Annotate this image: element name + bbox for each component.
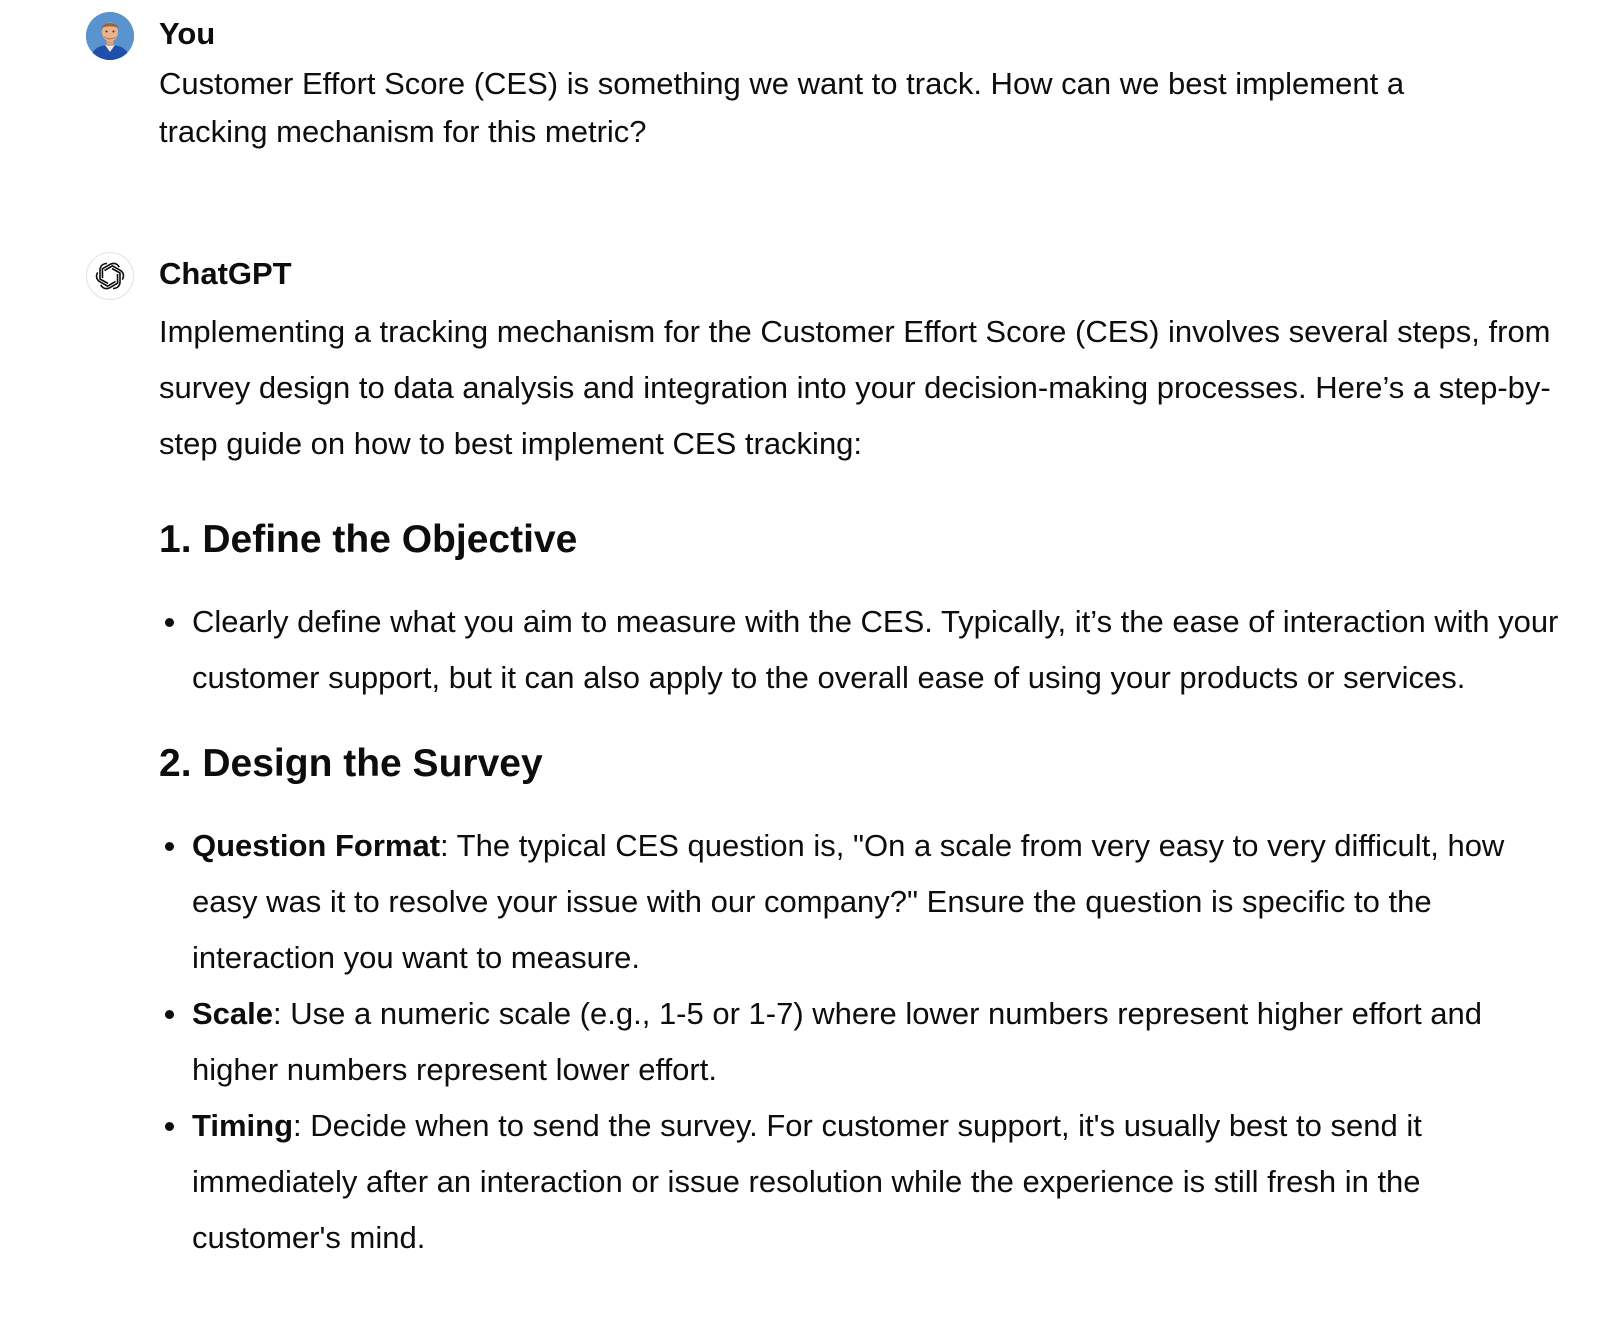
list-item bbox=[159, 818, 1559, 986]
design-survey-list bbox=[159, 818, 1559, 1266]
list-item-term: Scale bbox=[192, 996, 274, 1031]
bullet-dot-icon bbox=[165, 1122, 174, 1131]
bullet-dot-icon bbox=[165, 618, 174, 627]
list-item-text: : Use a numeric scale (e.g., 1-5 or 1-7) where lower numbers represent higher effort and higher numbers represent lower effort. bbox=[192, 996, 1483, 1087]
assistant-intro-paragraph: Implementing a tracking mechanism for the Customer Effort Score (CES) involves several steps, from survey design to data analysis and integration into your decision-making processes. Here’s a step-by-step guide on how to best implement CES tracking: bbox=[159, 314, 1551, 461]
list-item-term: Timing bbox=[192, 1108, 294, 1143]
define-objective-list bbox=[159, 594, 1559, 706]
user-avatar-icon bbox=[86, 12, 134, 60]
list-item bbox=[159, 986, 1559, 1098]
list-item-text: : The typical CES question is, "On a scale from very easy to very difficult, how easy was it to resolve your issue with our company?" Ensure the question is specific to the interaction you want to measure. bbox=[192, 828, 1505, 975]
list-item bbox=[159, 594, 1559, 706]
list-item bbox=[159, 1098, 1559, 1266]
list-item-text: Clearly define what you aim to measure with the CES. Typically, it’s the ease of interaction with your customer support, but it can also apply to the overall ease of using your products or services. bbox=[192, 604, 1559, 695]
list-item-text: : Decide when to send the survey. For customer support, it's usually best to send it immediately after an interaction or issue resolution while the experience is still fresh in the customer's mind. bbox=[192, 1108, 1422, 1255]
chatgpt-logo-icon bbox=[86, 252, 134, 300]
bullet-dot-icon bbox=[165, 1010, 174, 1019]
assistant-message-body bbox=[159, 304, 1559, 1266]
list-item-term: Question Format bbox=[192, 828, 441, 863]
bullet-dot-icon bbox=[165, 842, 174, 851]
assistant-author-name: ChatGPT bbox=[159, 256, 292, 291]
section-heading-define-objective: 1. Define the Objective bbox=[159, 518, 578, 561]
user-message-text: Customer Effort Score (CES) is something we want to track. How can we best implement a tracking mechanism for this metric? bbox=[159, 66, 1405, 149]
section-heading-design-survey: 2. Design the Survey bbox=[159, 742, 543, 785]
user-author-name: You bbox=[159, 16, 216, 51]
